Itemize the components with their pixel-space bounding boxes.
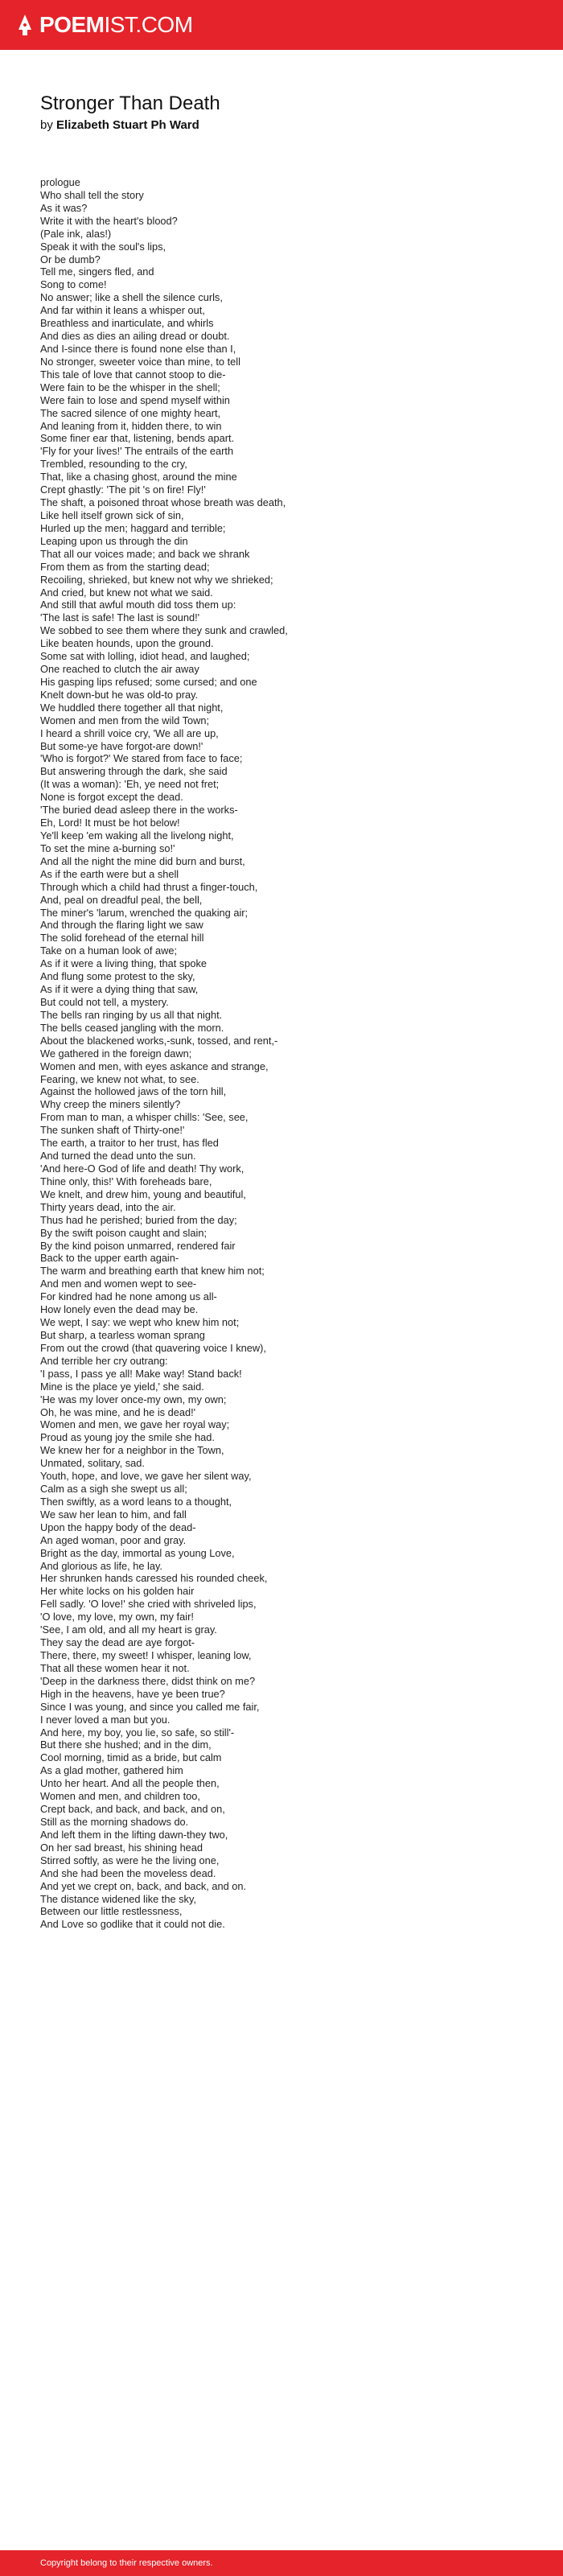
poem-line: Through which a child had thrust a finger-touch, — [40, 880, 258, 893]
poem-line: Women and men, with eyes askance and strange, — [40, 1060, 269, 1072]
poem-line: The shaft, a poisoned throat whose breath was death, — [40, 496, 286, 509]
poem-line: As it was? — [40, 201, 88, 214]
poem-line: Unmated, solitary, sad. — [40, 1457, 145, 1470]
poem-line: Mine is the place ye yield,' she said. — [40, 1380, 204, 1393]
poem-line: The bells ran ringing by us all that night. — [40, 1008, 223, 1021]
poem-line: No stronger, sweeter voice than mine, to tell — [40, 355, 240, 368]
poem-line: The warm and breathing earth that knew him not; — [40, 1265, 265, 1278]
poem-line: Thirty years dead, into the air. — [40, 1200, 176, 1213]
poem-line: To set the mine a-burning so!' — [40, 842, 175, 854]
poem-line: The bells ceased jangling with the morn. — [40, 1021, 224, 1034]
poem-line: Some sat with lolling, idiot head, and laughed; — [40, 650, 250, 663]
poem-line: 'And here-O God of life and death! Thy work, — [40, 1162, 245, 1175]
poem-line: That all these women hear it not. — [40, 1661, 190, 1674]
poem-line: Hurled up the men; haggard and terrible; — [40, 521, 226, 534]
poem-line: On her sad breast, his shining head — [40, 1841, 203, 1854]
poem-line: This tale of love that cannot stoop to die- — [40, 368, 226, 381]
poem-line: And here, my boy, you lie, so safe, so still'- — [40, 1726, 235, 1739]
poem-line: The earth, a traitor to her trust, has fled — [40, 1137, 219, 1150]
poem-line: Thus had he perished; buried from the day; — [40, 1213, 237, 1226]
poem-line: His gasping lips refused; some cursed; and one — [40, 675, 257, 688]
poem-line: We knew her for a neighbor in the Town, — [40, 1444, 224, 1457]
poem-line: Ye'll keep 'em waking all the livelong night, — [40, 829, 234, 842]
poem-line: Were fain to lose and spend myself within — [40, 393, 230, 406]
poem-line: Cool morning, timid as a bride, but calm — [40, 1751, 222, 1764]
poem-line: Since I was young, and since you called me fair, — [40, 1700, 260, 1713]
poem-line: Unto her heart. And all the people then, — [40, 1777, 220, 1790]
poem-line: Fell sadly. 'O love!' she cried with shriveled lips, — [40, 1598, 257, 1611]
poem-line: Oh, he was mine, and he is dead!' — [40, 1405, 196, 1418]
poem-line: Her shrunken hands caressed his rounded cheek, — [40, 1572, 268, 1585]
poem-line: We knelt, and drew him, young and beautiful, — [40, 1187, 246, 1200]
poem-line: And still that awful mouth did toss them up: — [40, 599, 236, 611]
poem-line: We huddled there together all that night, — [40, 701, 224, 714]
poem-line: Take on a human look of awe; — [40, 944, 178, 957]
poem-line: Like hell itself grown sick of sin, — [40, 508, 184, 521]
poem-line: 'The last is safe! The last is sound!' — [40, 611, 200, 624]
poem-line: Women and men, we gave her royal way; — [40, 1418, 230, 1431]
poem-line: Write it with the heart's blood? — [40, 214, 178, 227]
poem-line: By the kind poison unmarred, rendered fair — [40, 1239, 236, 1252]
poem-line: I heard a shrill voice cry, 'We all are up, — [40, 726, 219, 739]
poem-line: (It was a woman): 'Eh, ye need not fret; — [40, 778, 220, 791]
poem-line: No answer; like a shell the silence curls, — [40, 291, 223, 304]
poem-line: And glorious as life, he lay. — [40, 1559, 162, 1572]
poem-line: Breathless and inarticulate, and whirls — [40, 317, 214, 330]
poem-line: Back to the upper earth again- — [40, 1252, 179, 1265]
poem-line: prologue — [40, 176, 80, 188]
poem-line: And cried, but knew not what we said. — [40, 586, 213, 599]
poem-line: The solid forehead of the eternal hill — [40, 932, 204, 944]
poem-line: And leaning from it, hidden there, to win — [40, 419, 222, 432]
pen-nib-icon — [18, 14, 32, 36]
poem-line: 'O love, my love, my own, my fair! — [40, 1611, 194, 1623]
poem-line: 'The buried dead asleep there in the works- — [40, 804, 238, 817]
poem-line: From out the crowd (that quavering voice I knew), — [40, 1341, 266, 1354]
poem-line: Like beaten hounds, upon the ground. — [40, 637, 214, 650]
poem-line: Then swiftly, as a word leans to a thought, — [40, 1495, 232, 1508]
poem-line: But some-ye have forgot-are down!' — [40, 739, 203, 752]
poem-line: Women and men, and children too, — [40, 1790, 200, 1803]
poem-line: One reached to clutch the air away — [40, 663, 199, 676]
poem-line: Recoiling, shrieked, but knew not why we shrieked; — [40, 573, 273, 586]
poem-line: Eh, Lord! It must be hot below! — [40, 817, 180, 829]
poem-line: And all the night the mine did burn and burst, — [40, 854, 245, 867]
by-label: by — [40, 118, 53, 132]
poem-author[interactable]: Elizabeth Stuart Ph Ward — [56, 118, 199, 132]
poem-line: Women and men from the wild Town; — [40, 714, 210, 726]
poem-line: Song to come! — [40, 278, 107, 291]
poem-line: 'See, I am old, and all my heart is gray. — [40, 1623, 217, 1636]
poem-line: 'I pass, I pass ye all! Make way! Stand back! — [40, 1367, 242, 1380]
poem-line: Were fain to be the whisper in the shell; — [40, 381, 220, 393]
poem-line: Who shall tell the story — [40, 188, 144, 201]
poem-line: Why creep the miners silently? — [40, 1098, 181, 1111]
poem-line: That all our voices made; and back we shrank — [40, 547, 250, 560]
poem-line: But sharp, a tearless woman sprang — [40, 1328, 205, 1341]
poem-line: Proud as young joy the smile she had. — [40, 1431, 215, 1444]
poem-line: About the blackened works,-sunk, tossed, and rent,- — [40, 1034, 278, 1047]
poem-line: Between our little restlessness, — [40, 1905, 183, 1918]
site-footer — [0, 2550, 563, 2576]
poem-line: Upon the happy body of the dead- — [40, 1520, 196, 1533]
poem-line: And left them in the lifting dawn-they two, — [40, 1828, 228, 1841]
poem-title: Stronger Than Death — [40, 93, 220, 114]
poem-line: But there she hushed; and in the dim, — [40, 1739, 212, 1751]
poem-line: And turned the dead unto the sun. — [40, 1150, 196, 1162]
poem-line: Her white locks on his golden hair — [40, 1585, 195, 1598]
poem-line: As if it were a dying thing that saw, — [40, 983, 199, 996]
poem-line: As a glad mother, gathered him — [40, 1764, 183, 1777]
poem-line: Speak it with the soul's lips, — [40, 240, 166, 253]
poem-line: How lonely even the dead may be. — [40, 1303, 199, 1316]
poem-line: As if the earth were but a shell — [40, 867, 179, 880]
poem-line: But answering through the dark, she said — [40, 765, 228, 778]
poem-line: But could not tell, a mystery. — [40, 996, 169, 1008]
poem-line: Crept ghastly: 'The pit 's on fire! Fly!' — [40, 484, 206, 496]
poem-line: That, like a chasing ghost, around the mine — [40, 471, 237, 484]
byline — [40, 117, 199, 134]
poem-line: Still as the morning shadows do. — [40, 1816, 189, 1828]
poem-line: The miner's 'larum, wrenched the quaking air; — [40, 906, 249, 919]
poem-line: Leaping upon us through the din — [40, 534, 188, 547]
poem-line: High in the heavens, have ye been true? — [40, 1687, 225, 1700]
poem-line: And terrible her cry outrang: — [40, 1354, 168, 1367]
poem-line: The sunken shaft of Thirty-one!' — [40, 1124, 185, 1137]
poem-line: The distance widened like the sky, — [40, 1892, 196, 1905]
poem-line: Calm as a sigh she swept us all; — [40, 1483, 187, 1496]
poem-line: And Love so godlike that it could not die. — [40, 1918, 225, 1931]
poem-line: An aged woman, poor and gray. — [40, 1533, 187, 1546]
poem-line: As if it were a living thing, that spoke — [40, 957, 207, 970]
poem-line: For kindred had he none among us all- — [40, 1290, 217, 1303]
poem-line: From man to man, a whisper chills: 'See, see, — [40, 1111, 249, 1124]
poem-line: Bright as the day, immortal as young Love, — [40, 1546, 235, 1559]
poem-line: And she had been the moveless dead. — [40, 1866, 216, 1879]
poem-line: Or be dumb? — [40, 253, 101, 265]
poem-line: There, there, my sweet! I whisper, leaning low, — [40, 1649, 252, 1662]
poem-line: Knelt down-but he was old-to pray. — [40, 688, 199, 701]
poem-line: Some finer ear that, listening, bends apart. — [40, 432, 235, 445]
poem-line: Thine only, this!' With foreheads bare, — [40, 1175, 212, 1187]
poem-line: Against the hollowed jaws of the torn hill, — [40, 1085, 227, 1098]
poem-line: Fearing, we knew not what, to see. — [40, 1072, 199, 1085]
poem-line: 'Who is forgot?' We stared from face to face; — [40, 752, 243, 765]
poem-line: 'Deep in the darkness there, didst think on me? — [40, 1674, 256, 1687]
poem-line: (Pale ink, alas!) — [40, 227, 112, 240]
poem-line: We saw her lean to him, and fall — [40, 1508, 187, 1520]
poem-line: 'Fly for your lives!' The entrails of the earth — [40, 445, 234, 458]
poem-line: From them as from the starting dead; — [40, 560, 210, 573]
poem-line: And, peal on dreadful peal, the bell, — [40, 893, 203, 906]
poem-line: And men and women wept to see- — [40, 1278, 197, 1290]
poem-line: And flung some protest to the sky, — [40, 970, 195, 983]
poem-line: And through the flaring light we saw — [40, 919, 203, 932]
logo-text-light: IST.COM — [104, 12, 193, 37]
logo-text — [39, 11, 193, 39]
poem-line: Crept back, and back, and back, and on, — [40, 1803, 225, 1816]
poem-line: And yet we crept on, back, and back, and on. — [40, 1879, 247, 1892]
poem-line: Trembled, resounding to the cry, — [40, 458, 187, 471]
site-header — [0, 0, 563, 50]
poem-line: We wept, I say: we wept who knew him not; — [40, 1316, 240, 1329]
logo-text-bold: POEM — [39, 12, 105, 37]
poem-line: The sacred silence of one mighty heart, — [40, 406, 221, 419]
copyright-notice: Copyright belong to their respective owners. — [40, 2558, 213, 2568]
poem-line: We sobbed to see them where they sunk and crawled, — [40, 624, 288, 637]
poem-line: They say the dead are aye forgot- — [40, 1636, 195, 1649]
poem-line: None is forgot except the dead. — [40, 791, 183, 804]
poem-line: Youth, hope, and love, we gave her silent way, — [40, 1470, 252, 1483]
site-logo[interactable] — [18, 11, 193, 39]
poem-line: And I-since there is found none else than I, — [40, 342, 236, 355]
poem-line: Stirred softly, as were he the living one, — [40, 1854, 220, 1866]
poem-line: Tell me, singers fled, and — [40, 265, 154, 278]
poem-line: By the swift poison caught and slain; — [40, 1226, 208, 1239]
poem-line: I never loved a man but you. — [40, 1713, 171, 1726]
poem-line: 'He was my lover once-my own, my own; — [40, 1393, 227, 1405]
poem-body — [40, 176, 539, 1931]
poem-line: And far within it leans a whisper out, — [40, 304, 205, 317]
poem-line: We gathered in the foreign dawn; — [40, 1047, 192, 1060]
poem-line: And dies as dies an ailing dread or doubt. — [40, 330, 230, 343]
